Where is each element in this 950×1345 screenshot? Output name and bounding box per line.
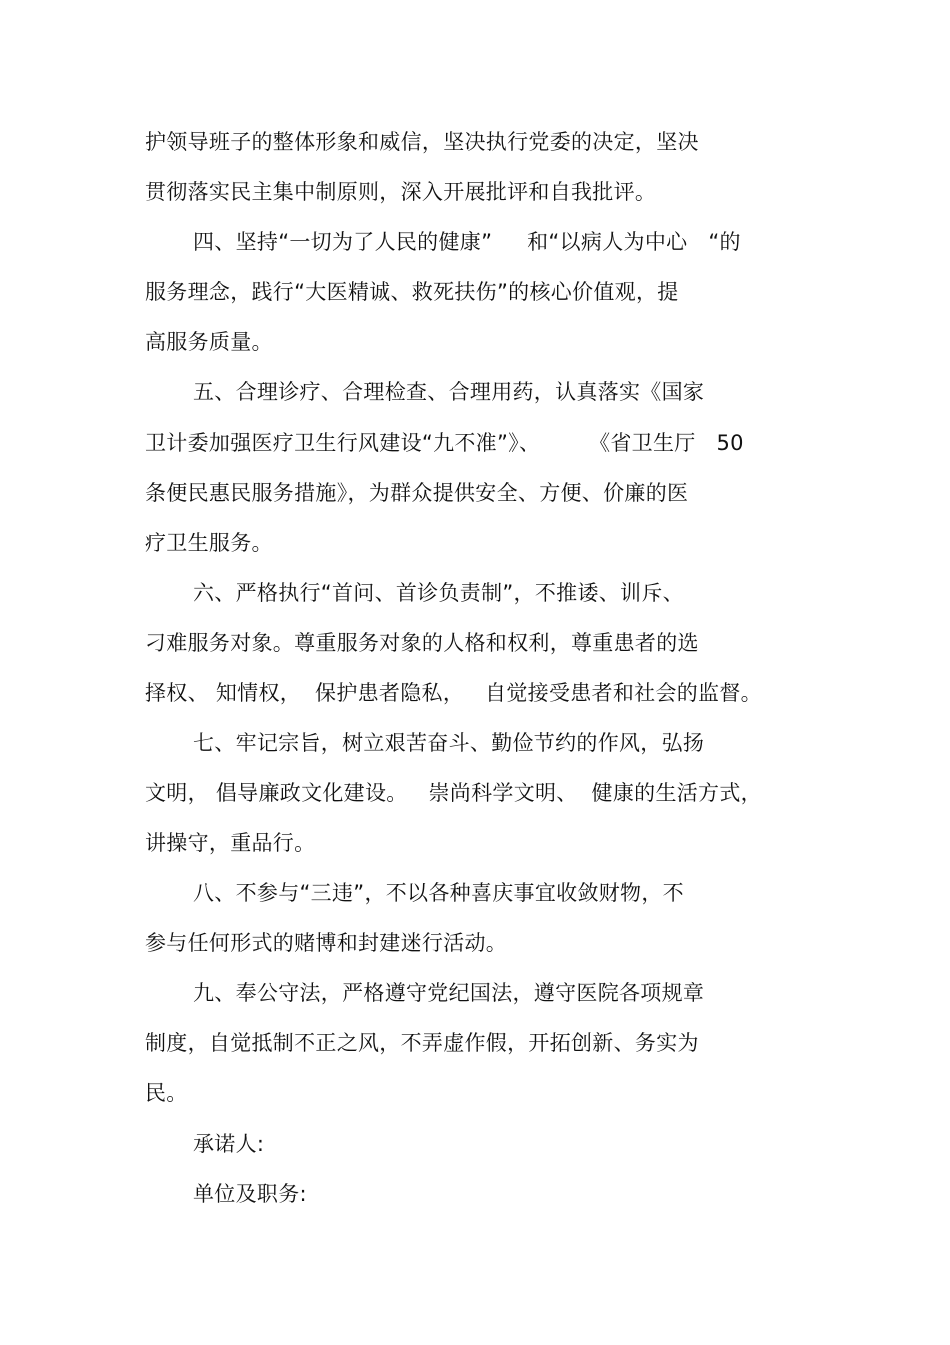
- paragraph-9-start: 九、奉公守法，严格遵守党纪国法，遵守医院各项规章: [193, 981, 705, 1005]
- text-line: 讲操守，重品行。: [145, 831, 316, 855]
- text-line: 刁难服务对象。尊重服务对象的人格和权利，尊重患者的选: [145, 631, 699, 655]
- text-line: 卫计委加强医疗卫生行风建设“九不准”》、 《省卫生厅 50: [145, 431, 744, 455]
- unit-position-label: 单位及职务:: [193, 1182, 307, 1206]
- text-line: 择权、 知情权， 保护患者隐私， 自觉接受患者和社会的监督。: [145, 681, 762, 705]
- text-line: 贯彻落实民主集中制原则，深入开展批评和自我批评。: [145, 180, 657, 204]
- text-line: 疗卫生服务。: [145, 531, 273, 555]
- text-line: 参与任何形式的赌博和封建迷行活动。: [145, 931, 508, 955]
- text-line: 民。: [145, 1081, 188, 1105]
- text-line: 护领导班子的整体形象和威信，坚决执行党委的决定，坚决: [145, 130, 699, 154]
- text-line: 高服务质量。: [145, 330, 273, 354]
- paragraph-8-start: 八、不参与“三违”，不以各种喜庆事宜收敛财物，不: [193, 881, 684, 905]
- text-line: 文明， 倡导廉政文化建设。 崇尚科学文明、 健康的生活方式，: [145, 781, 762, 805]
- paragraph-6-start: 六、严格执行“首问、首诊负责制”，不推诿、训斥、: [193, 581, 684, 605]
- paragraph-7-start: 七、牢记宗旨，树立艰苦奋斗、勤俭节约的作风，弘扬: [193, 731, 705, 755]
- text-line: 制度，自觉抵制不正之风，不弄虚作假，开拓创新、务实为: [145, 1031, 699, 1055]
- signer-label: 承诺人:: [193, 1132, 265, 1156]
- paragraph-5-start: 五、合理诊疗、合理检查、合理用药，认真落实《国家: [193, 380, 705, 404]
- text-line: 服务理念，践行“大医精诚、救死扶伤”的核心价值观，提: [145, 280, 679, 304]
- paragraph-4-start: 四、坚持“一切为了人民的健康” 和“以病人为中心 “的: [193, 230, 741, 254]
- text-line: 条便民惠民服务措施》，为群众提供安全、方便、价廉的医: [145, 481, 689, 505]
